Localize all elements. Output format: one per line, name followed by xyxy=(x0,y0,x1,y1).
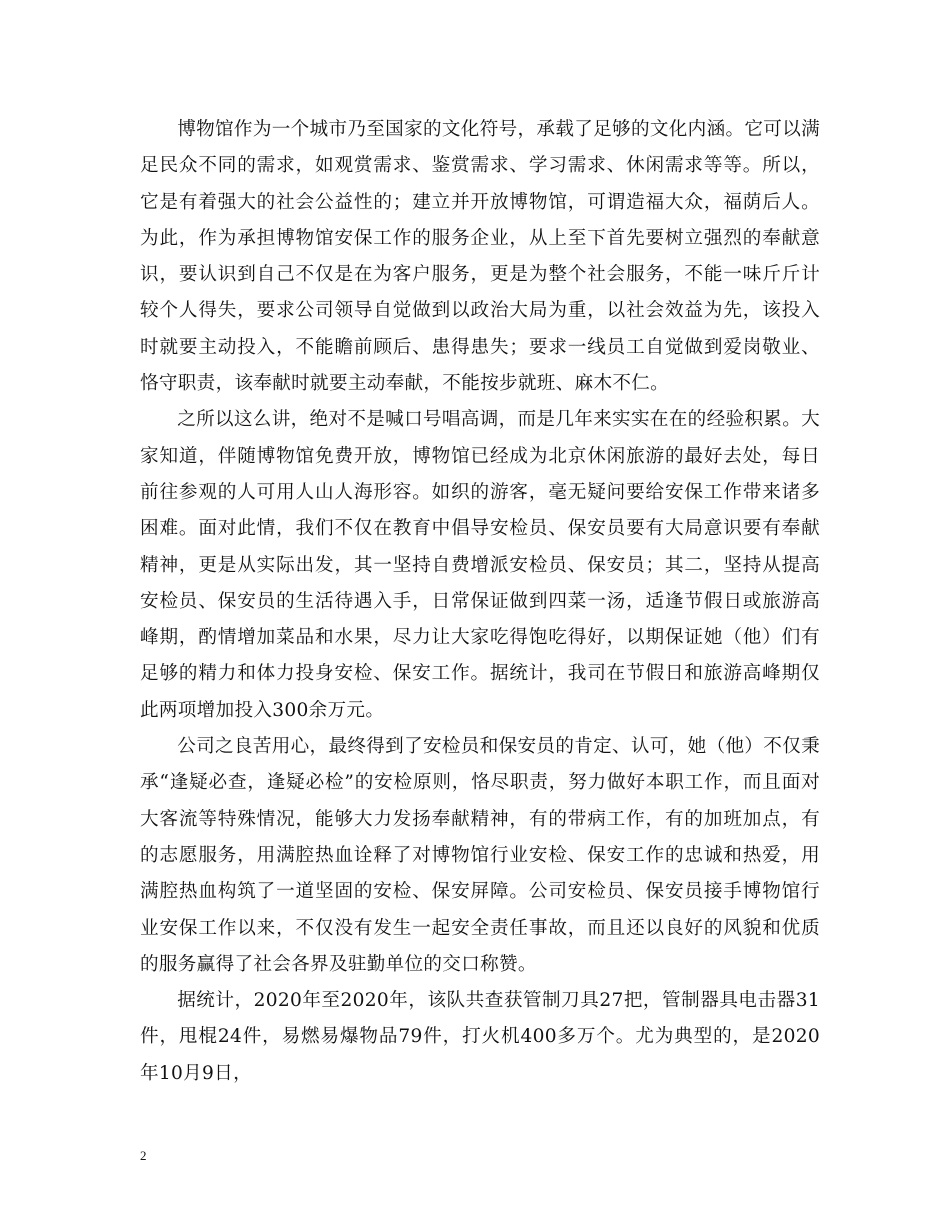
paragraph-2: 之所以这么讲，绝对不是喊口号唱高调，而是几年来实实在在的经验积累。大家知道，伴随博物馆免费开放，博物馆已经成为北京休闲旅游的最好去处，每日前往参观的人可用人山人海形容。如织的游客，毫无疑问要给安保工作带来诸多困难。面对此情，我们不仅在教育中倡导安检员、保安员要有大局意识要有奉献精神，更是从实际出发，其一坚持自费增派安检员、保安员；其二，坚持从提高安检员、保安员的生活待遇入手，日常保证做到四菜一汤，适逢节假日或旅游高峰期，酌情增加菜品和水果，尽力让大家吃得饱吃得好，以期保证她（他）们有足够的精力和体力投身安检、保安工作。据统计，我司在节假日和旅游高峰期仅此两项增加投入300余万元。 xyxy=(140,409,820,721)
body-text xyxy=(140,112,820,1092)
paragraph-3: 公司之良苦用心，最终得到了安检员和保安员的肯定、认可，她（他）不仅秉承“逢疑必查，逢疑必检”的安检原则，恪尽职责，努力做好本职工作，而且面对大客流等特殊情况，能够大力发扬奉献精神，有的带病工作，有的加班加点，有的志愿服务，用满腔热血诠释了对博物馆行业安检、保安工作的忠诚和热爱，用满腔热血构筑了一道坚固的安检、保安屏障。公司安检员、保安员接手博物馆行业安保工作以来，不仅没有发生一起安全责任事故，而且还以良好的风貌和优质的服务赢得了社会各界及驻勤单位的交口称赞。 xyxy=(140,736,820,975)
page-number: 2 xyxy=(140,1148,147,1163)
paragraph-1: 博物馆作为一个城市乃至国家的文化符号，承载了足够的文化内涵。它可以满足民众不同的需求，如观赏需求、鉴赏需求、学习需求、休闲需求等等。所以，它是有着强大的社会公益性的；建立并开放博物馆，可谓造福大众，福荫后人。为此，作为承担博物馆安保工作的服务企业，从上至下首先要树立强烈的奉献意识，要认识到自己不仅是在为客户服务，更是为整个社会服务，不能一味斤斤计较个人得失，要求公司领导自觉做到以政治大局为重，以社会效益为先，该投入时就要主动投入，不能瞻前顾后、患得患失；要求一线员工自觉做到爱岗敬业、恪守职责，该奉献时就要主动奉献，不能按步就班、麻木不仁。 xyxy=(140,119,820,395)
paragraph-4: 据统计，2020年至2020年，该队共查获管制刀具27把，管制器具电击器31件，甩棍24件，易燃易爆物品79件，打火机400多万个。尤为典型的，是2020年10月9日， xyxy=(140,990,820,1084)
